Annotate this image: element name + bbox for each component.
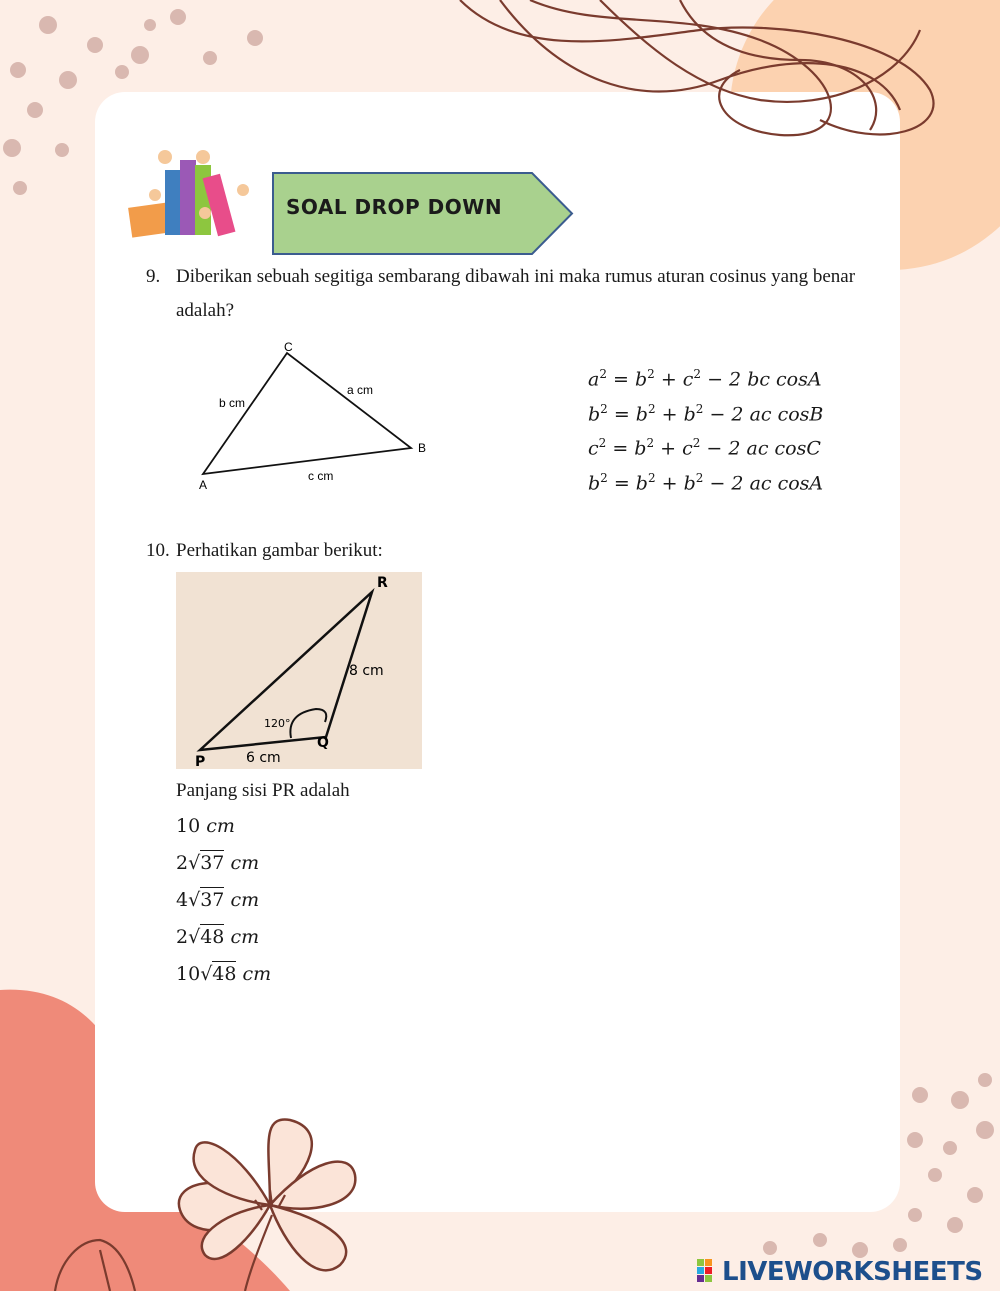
section-title: SOAL DROP DOWN [286,195,503,219]
q9-option-4[interactable]: $b^2 = b^2 + b^2 - 2$ ac cosA [588,471,824,495]
question-10-text: Perhatikan gambar berikut: [176,540,383,561]
side-pq-label: 6 cm [246,750,281,766]
question-10-prompt: Panjang sisi PR adalah [176,780,350,801]
angle-label: 120° [264,717,291,730]
side-c-label: c cm [308,469,334,483]
side-qr-label: 8 cm [349,663,384,679]
side-a-label: a cm [347,383,374,397]
books-kids-icon [125,145,255,240]
q9-option-3[interactable]: $c^2 = b^2 + c^2 - 2$ ac cosC [588,436,821,460]
brand-wordmark[interactable]: LIVEWORKSHEETS [722,1257,983,1287]
q10-option-1[interactable]: 10 cm [176,815,235,837]
triangle-pqr-figure [176,572,422,769]
question-10-number: 10. [146,540,170,561]
q10-option-4[interactable]: 2√48 cm [176,926,260,948]
q10-option-5[interactable]: 10√48 cm [176,963,272,985]
vertex-a-label: A [199,478,208,492]
question-9-number: 9. [146,266,161,287]
question-9-text: Diberikan sebuah segitiga sembarang dibawah ini maka rumus aturan cosinus yang benar [176,266,856,287]
q9-option-2[interactable]: $b^2 = b^2 + b^2 - 2$ ac cosB [588,402,824,426]
q10-option-3[interactable]: 4√37 cm [176,889,260,911]
q9-option-1[interactable]: $a^2 = b^2 + c^2 - 2$ bc cosA [588,367,822,391]
vertex-p-label: P [195,754,206,769]
q10-option-2[interactable]: 2√37 cm [176,852,260,874]
vertex-c-label: C [284,340,293,354]
vertex-r-label: R [377,575,388,591]
liveworksheets-logo-icon [697,1259,721,1283]
question-9-text-cont: adalah? [176,300,235,321]
vertex-q-label: Q [317,735,329,751]
side-b-label: b cm [219,396,246,410]
triangle-abc-figure [185,335,445,495]
vertex-b-label: B [418,441,427,455]
